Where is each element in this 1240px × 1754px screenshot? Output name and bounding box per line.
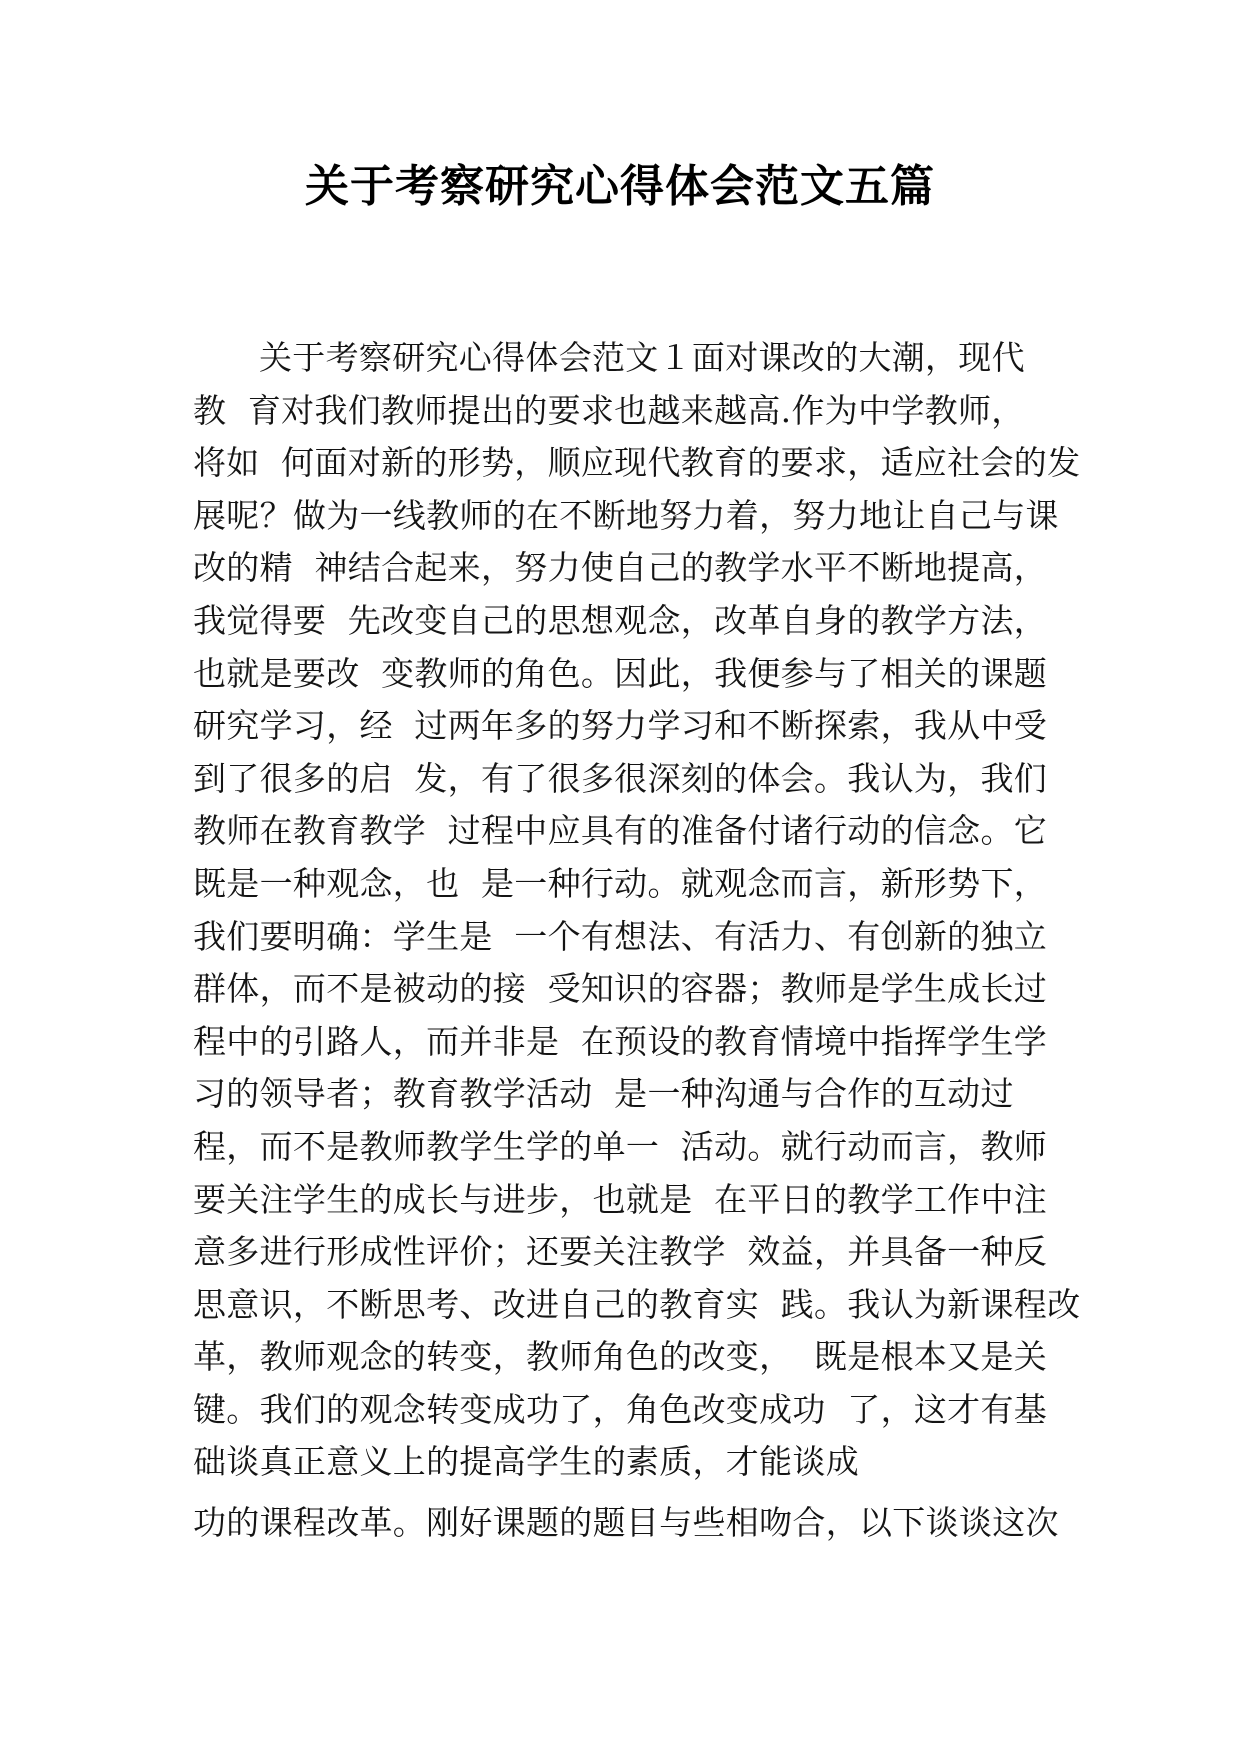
paragraph-line: 程，而不是教师教学生学的单一 活动。就行动而言，教师 bbox=[193, 1126, 1048, 1166]
paragraph-line: 我觉得要 先改变自己的思想观念，改革自身的教学方法， bbox=[193, 600, 1048, 640]
paragraph-line: 思意识，不断思考、改进自己的教育实 践。我认为新课程改 bbox=[193, 1284, 1081, 1324]
paragraph-line: 习的领导者；教育教学活动 是一种沟通与合作的互动过 bbox=[193, 1074, 1014, 1114]
paragraph-line: 也就是要改 变教师的角色。因此，我便参与了相关的课题 bbox=[193, 653, 1048, 693]
paragraph-line: 展呢？做为一线教师的在不断地努力着，努力地让自己与课 bbox=[193, 495, 1059, 535]
paragraph-line: 要关注学生的成长与进步，也就是 在平日的教学工作中注 bbox=[193, 1179, 1048, 1219]
paragraph-line: 革，教师观念的转变，教师角色的改变， 既是根本又是关 bbox=[193, 1337, 1048, 1377]
paragraph-line: 到了很多的启 发，有了很多很深刻的体会。我认为，我们 bbox=[193, 758, 1048, 798]
document-title: 关于考察研究心得体会范文五篇 bbox=[305, 161, 935, 212]
paragraph-line: 功的课程改革。刚好课题的题目与些相吻合，以下谈谈这次 bbox=[193, 1503, 1059, 1542]
paragraph-line: 键。我们的观念转变成功了，角色改变成功 了，这才有基 bbox=[193, 1389, 1048, 1429]
paragraph-line: 教师在教育教学 过程中应具有的准备付诸行动的信念。它 bbox=[193, 811, 1048, 851]
paragraph-line: 础谈真正意义上的提高学生的素质，才能谈成 bbox=[193, 1442, 859, 1482]
paragraph-line: 既是一种观念，也 是一种行动。就观念而言，新形势下， bbox=[193, 863, 1048, 903]
paragraph-line: 教 育对我们教师提出的要求也越来越高.作为中学教师， bbox=[193, 390, 1025, 430]
body-paragraph bbox=[193, 332, 1081, 1489]
paragraph-line: 程中的引路人，而并非是 在预设的教育情境中指挥学生学 bbox=[193, 1021, 1048, 1061]
paragraph-line: 群体，而不是被动的接 受知识的容器；教师是学生成长过 bbox=[193, 969, 1048, 1009]
paragraph-line: 我们要明确：学生是 一个有想法、有活力、有创新的独立 bbox=[193, 916, 1048, 956]
paragraph-line: 改的精 神结合起来，努力使自己的教学水平不断地提高， bbox=[193, 548, 1048, 588]
continuation-line bbox=[193, 1497, 1059, 1550]
paragraph-line: 将如 何面对新的形势，顺应现代教育的要求，适应社会的发 bbox=[193, 443, 1081, 483]
paragraph-line: 意多进行形成性评价；还要关注教学 效益，并具备一种反 bbox=[193, 1232, 1048, 1272]
paragraph-line: 关于考察研究心得体会范文１面对课改的大潮，现代 bbox=[259, 338, 1025, 377]
paragraph-line: 研究学习，经 过两年多的努力学习和不断探索，我从中受 bbox=[193, 706, 1048, 746]
